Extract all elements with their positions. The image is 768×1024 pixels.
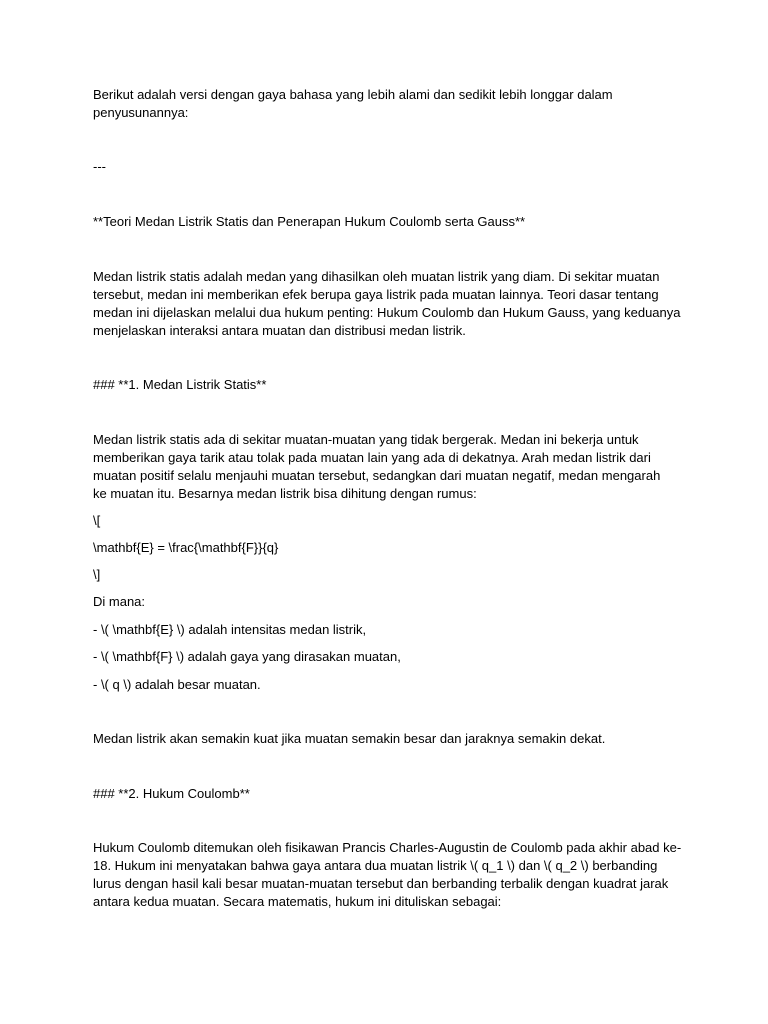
paragraph-4-line-2: 18. Hukum ini menyatakan bahwa gaya antara dua muatan listrik \( q_1 \) dan \( q_2 \) berbanding	[93, 858, 658, 873]
paragraph-4-line-3: lurus dengan hasil kali besar muatan-muatan tersebut dan berbanding terbalik dengan kuadrat jarak	[93, 876, 669, 891]
definition-item: - \( q \) adalah besar muatan.	[93, 677, 261, 692]
formula-open: \[	[93, 513, 101, 528]
paragraph-3: Medan listrik akan semakin kuat jika muatan semakin besar dan jaraknya semakin dekat.	[93, 731, 606, 746]
intro-line-2: penyusunannya:	[93, 105, 189, 120]
paragraph-4-line-4: antara kedua muatan. Secara matematis, hukum ini dituliskan sebagai:	[93, 894, 502, 909]
heading-1: ### **1. Medan Listrik Statis**	[93, 377, 267, 392]
where-label: Di mana:	[93, 594, 146, 609]
paragraph-1-line-2: tersebut, medan ini memberikan efek berupa gaya listrik pada muatan lainnya. Teori dasar tentang	[93, 287, 659, 302]
formula-body: \mathbf{E} = \frac{\mathbf{F}}{q}	[93, 540, 279, 555]
paragraph-4-line-1: Hukum Coulomb ditemukan oleh fisikawan Prancis Charles-Augustin de Coulomb pada akhir abad ke-	[93, 840, 682, 855]
paragraph-2-line-3: muatan positif selalu menjauhi muatan tersebut, sedangkan dari muatan negatif, medan mengarah	[93, 468, 661, 483]
paragraph-1-line-4: menjelaskan interaksi antara muatan dan distribusi medan listrik.	[93, 323, 466, 338]
paragraph-1-line-3: medan ini dijelaskan melalui dua hukum penting: Hukum Coulomb dan Hukum Gauss, yang keduanya	[93, 305, 681, 320]
paragraph-2-line-1: Medan listrik statis ada di sekitar muatan-muatan yang tidak bergerak. Medan ini bekerja untuk	[93, 432, 639, 447]
formula-close: \]	[93, 567, 101, 582]
paragraph-2-line-4: ke muatan itu. Besarnya medan listrik bisa dihitung dengan rumus:	[93, 486, 477, 501]
separator: ---	[93, 159, 106, 174]
intro-line-1: Berikut adalah versi dengan gaya bahasa yang lebih alami dan sedikit lebih longgar dalam	[93, 87, 613, 102]
paragraph-1-line-1: Medan listrik statis adalah medan yang dihasilkan oleh muatan listrik yang diam. Di sekitar muatan	[93, 269, 660, 284]
heading-2: ### **2. Hukum Coulomb**	[93, 786, 250, 801]
paragraph-2-line-2: memberikan gaya tarik atau tolak pada muatan lain yang ada di dekatnya. Arah medan listrik dari	[93, 450, 651, 465]
definition-item: - \( \mathbf{E} \) adalah intensitas medan listrik,	[93, 622, 367, 637]
document-title: **Teori Medan Listrik Statis dan Penerapan Hukum Coulomb serta Gauss**	[93, 214, 526, 229]
definition-item: - \( \mathbf{F} \) adalah gaya yang dirasakan muatan,	[93, 649, 401, 664]
